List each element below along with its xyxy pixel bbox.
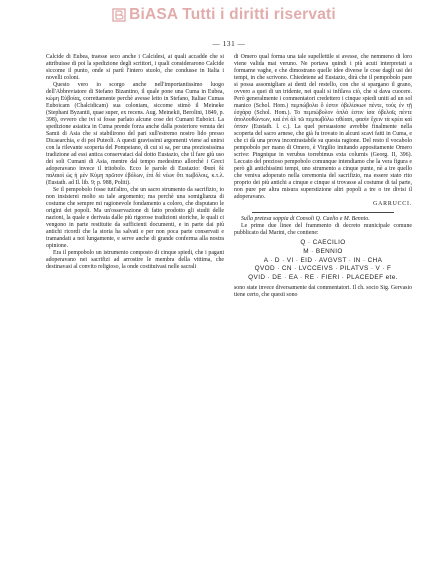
inscription-line: A · D · VI · EID · AVGVST · IN · CHA bbox=[263, 256, 383, 264]
left-paragraph-3: Se il pempobolo fosse tutt'altro, che un sacro strumento da sacrifizio, io non insisterei molto su tale argomento; ma perchè una somiglianza di costume che sempre mi ragionevole fondamento a coloro, che disputano le origini dei popoli. Ma un'osservazione di fatto prodotto gli studii delle nazioni, la quale e derivata dalle più rigorose tradizioni storiche, le quali ci vengono in parte restituite da sufficienti documenti, e in parte dai più antichi ricordi che la storia ha salvati e per non poca parte conservati e tramandati a noi lungamente, e serve anche di grande conferma alla nostra opinione. bbox=[46, 187, 224, 250]
biasa-logo bbox=[112, 8, 126, 27]
inscription-line: QVID · DE · EA · RE · FIERI · PLACEDEF ete. bbox=[248, 273, 398, 281]
article-title: Sulla pretesa soppia di Consoli Q. Caelio e M. Bennio. bbox=[241, 216, 370, 223]
section-divider bbox=[252, 212, 394, 213]
intro-paragraph: Le prime due linee del frammento di decreto municipale comune pubblicato dal Marini, che contiene: bbox=[234, 223, 412, 237]
watermark-text: BiASA Tutti i diritti riservati bbox=[129, 6, 336, 23]
left-column bbox=[46, 54, 224, 271]
right-paragraph-1: di Omero qual forma una tale supellettile si avesse, che nemmeno di loro viene valida mai veruno. Ne portava quindi i più acuti interpretati a formarne vaghe, e che dimostrano quelle idee diverse le cose dagli usi dei tempi, in che scrivono. Chiedetene ad Eustazio, dirà che il pempobolo pare si possa assomigliare ai denti del restello, con che si spargano il grano, ovvero a quei di un tridente, nei quali si infilava ciò, che si dava cuocere. Però generalmente i commentatori credettero i cinque spiedi uniti ad un sol manico (Schol. Hom.) πεμπώβολα ὅ ἐστιν ὀβελίσκων πέντε, τοὺς ἐν τῇ ἐσχάρᾳ (Schol. Hom.). Το πεμπώβολον ὁπλὰ ἐστιν ἰσα ὀβελοῖς πέντε ἀπολουθώντων, καὶ ἐνὶ ἀλ τῶ πεμπωβόλω τιθέασι, φασὶν ἔχειν τὰ κρέα καὶ ὀπταν (Eustath. l. c.). La quel persuasione avrebbe finalmente nella scoperta del sacro arnese, che già fu trovato in alcuni scavi fatti in Cuma, e che ci dà una prova incontrastabile su questa ragione. Del resto il vocabolo pempobolo per mano di Omero, è Virgilio imitando appositamente Omero scrive: Pingnique in verubus torrebimus exta colurnis (Georg. II, 396). Leccato del prezioso pempobolo comunque intendiamo che la vera figura e però gli antichissimi tempi, uno strumento a cinque punte, nè a tre quello che veniva adoperato nella ceremonia del sacrifizio, ma essere stato rito proprio dei più antichi a cinque e cinque si trovasse al costume di tal parte, non pure per altra misura superstizione altri popoli a tre o tre divisi il adoperavano. bbox=[234, 54, 412, 201]
inscription-line: M · BENNIO bbox=[303, 247, 343, 255]
left-paragraph-4: Era il pempobolo un istrumento composto di cinque spiedi, che i pagani adoperavano nei sacrifizi ad arrostire le membra della vittima, che destinavasi al convito religioso, la onde costituivasi nelle sacrali bbox=[46, 250, 224, 271]
left-paragraph-2: Questo vero io scorgo anche nell'importantissimo luogo dell'Abbreviatore di Stefano Bizantino, il quale pone una Cuma in Eubea, κώμη Εὐβοίας, correttamente perchè avesse letto in Stefano, Italiae Cumas Euboicam (Chalcidicam) sua coloniam, siccome stimò il Meineke (Stephani Byzantii, quae super, ex recens. Aug. Meinekii, Berolini, 1849, p. 398), ovvero che ivi si fosse parlato alcune cose dei Cumani Euboici. La spedizione asiatica in Cuma prende forza anche dalla posteriore venuta dei Samii di Asia che si stabilirono del pari sull'estremo nostro lido presso Dicaearchia, e di poi Puteoli. A questi gravissimi argomenti viene ad unirsi con la rilevante scoperta del Pompeiano, di cui si sa, per una preziosissima tradizione ad essi antica conservataci dal dotto Eustazio, che il fare giù uso dei soli Cumani di Asia, mentre dal tempo medesimo allorchè i Greci adoperavano invece il tritobolo. Ecco le parole di Eustazio: Φασὶ δὲ παλαιοὶ ὡς ἡ μὲν Κύμη πρῶτον ἐβόλων, ἐπὶ δὲ νέων ὅτι πωβόλοις, κ.τ.λ. (Eustath. ad Il. lib. 9; p. 988, Politi). bbox=[46, 82, 224, 187]
watermark bbox=[0, 6, 448, 27]
closing-paragraph: sono state invece diversamente dai commentatori. Il ch. socio Sig. Gervasio tiene certo, che questi sono bbox=[234, 285, 412, 299]
inscription-line: QVOD · CN · LVCCEIVS · PILATVS · V · F bbox=[254, 265, 392, 273]
inscription-block bbox=[234, 239, 412, 282]
page-number: — 131 — bbox=[212, 40, 246, 48]
author-signature: GARRUCCI. bbox=[373, 201, 412, 208]
inscription-line: Q · CAECILIO bbox=[300, 239, 346, 247]
left-paragraph-1: Calcide di Eubea, traesse seco anche i Calcidesi, ai quali accadde che si attribuisse di poi la spedizione degli scrittori, i quali considerarono Calcide siccome il punto, onde si partì l'intero stuolo, che condusse in Italia i novelli coloni. bbox=[46, 54, 224, 82]
document-page bbox=[46, 40, 412, 555]
right-column bbox=[234, 54, 412, 299]
